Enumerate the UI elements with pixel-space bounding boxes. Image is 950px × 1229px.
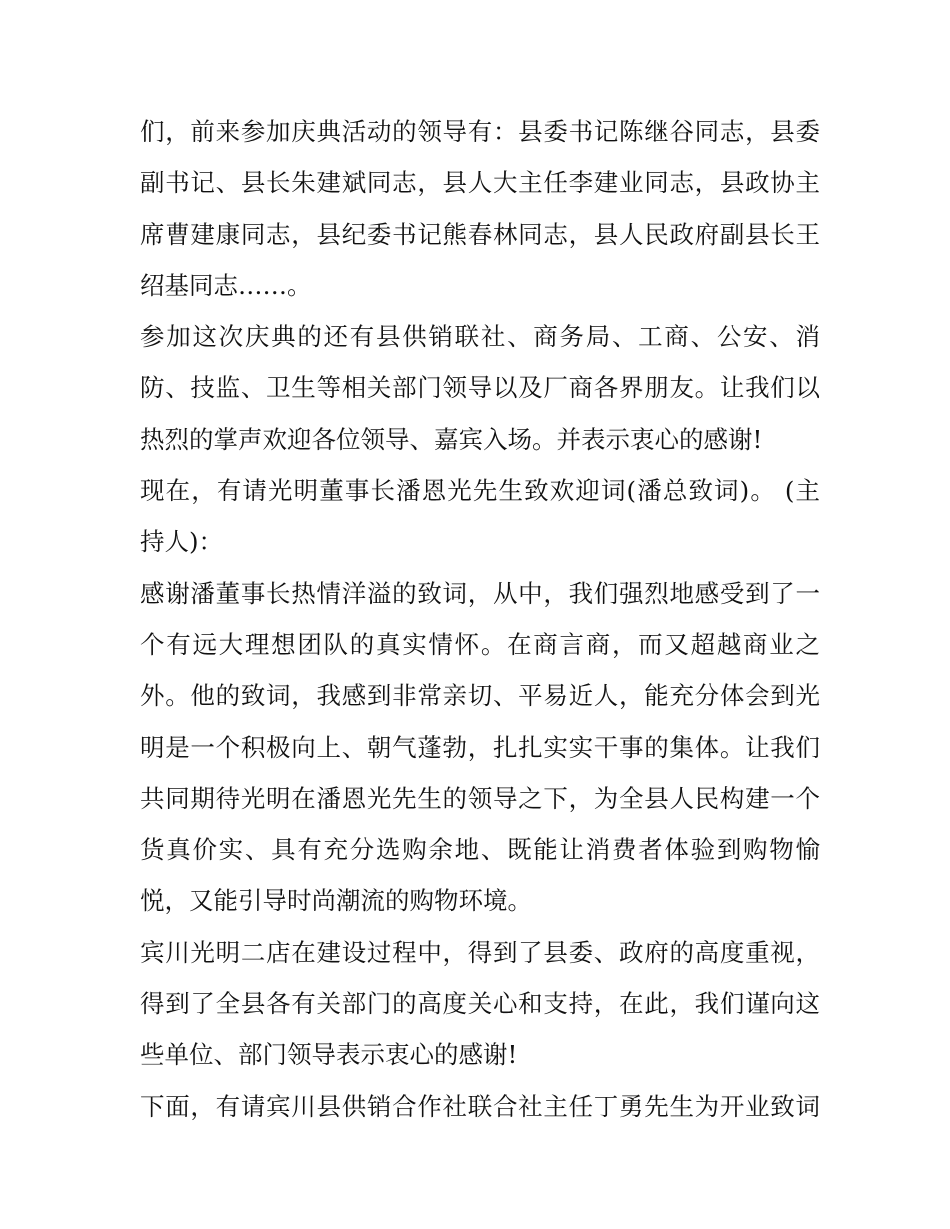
- text-line: 持人)：: [140, 527, 224, 557]
- text-line: 副书记、县长朱建斌同志，县人大主任李建业同志，县政协主: [140, 168, 820, 198]
- text-line: 下面，有请宾川县供销合作社联合社主任丁勇先生为开业致词: [140, 1091, 820, 1121]
- text-line: 席曹建康同志，县纪委书记熊春林同志，县人民政府副县长王: [140, 219, 820, 249]
- text-line: 宾川光明二店在建设过程中，得到了县委、政府的高度重视，: [140, 937, 820, 967]
- text-line: 绍基同志……。: [140, 270, 312, 300]
- text-line: 明是一个积极向上、朝气蓬勃，扎扎实实干事的集体。让我们: [140, 732, 820, 762]
- text-line: 防、技监、卫生等相关部门领导以及厂商各界朋友。让我们以: [140, 373, 820, 403]
- text-line: 个有远大理想团队的真实情怀。在商言商，而又超越商业之: [140, 629, 820, 659]
- text-line: 外。他的致词，我感到非常亲切、平易近人，能充分体会到光: [140, 681, 820, 711]
- text-line: 些单位、部门领导表示衷心的感谢!: [140, 1040, 518, 1070]
- text-line: 现在，有请光明董事长潘恩光先生致欢迎词(潘总致词)。 (主: [140, 476, 820, 506]
- text-line: 参加这次庆典的还有县供销联社、商务局、工商、公安、消: [140, 322, 820, 352]
- text-line: 货真价实、具有充分选购余地、既能让消费者体验到购物愉: [140, 835, 820, 865]
- text-line: 热烈的掌声欢迎各位领导、嘉宾入场。并表示衷心的感谢!: [140, 424, 763, 454]
- text-line: 共同期待光明在潘恩光先生的领导之下，为全县人民构建一个: [140, 783, 820, 813]
- text-line: 悦，又能引导时尚潮流的购物环境。: [140, 886, 532, 916]
- text-line: 感谢潘董事长热情洋溢的致词，从中，我们强烈地感受到了一: [140, 578, 820, 608]
- text-line: 得到了全县各有关部门的高度关心和支持，在此，我们谨向这: [140, 989, 820, 1019]
- text-line: 们，前来参加庆典活动的领导有：县委书记陈继谷同志，县委: [140, 117, 820, 146]
- document-body: [140, 106, 820, 1132]
